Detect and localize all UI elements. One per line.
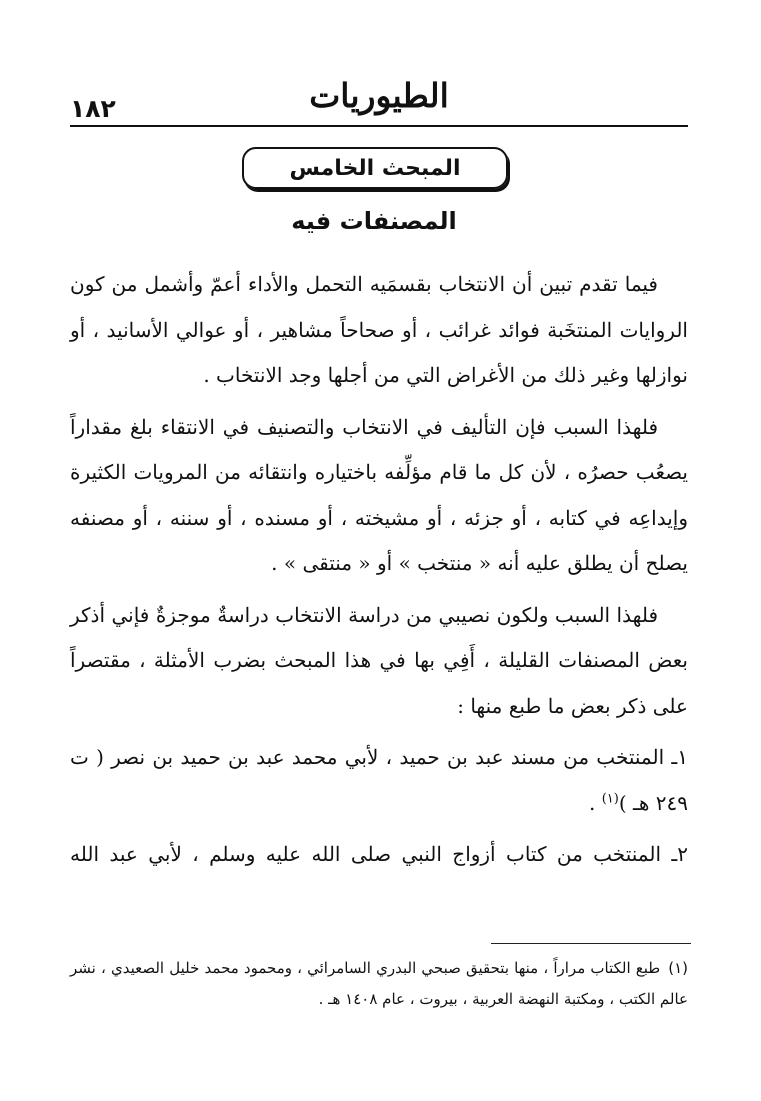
footnote-number: (١) <box>668 959 688 977</box>
body-text <box>70 262 688 884</box>
section-title: المصنفات فيه <box>291 207 457 235</box>
page-number: ١٨٢ <box>70 94 116 123</box>
footnote-rule <box>491 943 691 944</box>
header-rule <box>70 125 688 127</box>
list-item: ٢ـ المنتخب من كتاب أزواج النبي صلى الله عليه وسلم ، لأبي عبد الله <box>70 842 688 866</box>
footnote <box>70 953 688 1015</box>
list-item-tail: . <box>588 790 602 815</box>
footnote-text: طبع الكتاب مراراً ، منها بتحقيق صبحي البدري السامرائي ، ومحمود محمد خليل الصعيدي ، نشر عالم الكتب ، ومكتبة النهضة العربية ، بيروت ، عام ١٤٠٨ هـ . <box>70 959 688 1008</box>
footnote-reference[interactable]: (١) <box>601 790 619 806</box>
list-item <box>70 735 688 826</box>
page-header <box>70 70 688 126</box>
paragraph: فيما تقدم تبين أن الانتخاب بقسمَيه التحمل والأداء أعمّ وأشمل من كون الروايات المنتخَبة فوائد غرائب ، أو صحاحاً مشاهير ، أو عوالي الأسانيد ، أو نوازلها وغير ذلك من الأغراض التي من أجلها وجد الانتخاب . <box>70 272 688 387</box>
paragraph: فلهذا السبب فإن التأليف في الانتخاب والتصنيف في الانتقاء بلغ مقداراً يصعُب حصرُه ، لأن كل ما قام مؤلِّفه باختياره وانتقائه من المرويات الكثيرة وإيداعِه في كتابه ، أو جزئه ، أو مشيخته ، أو مسنده ، أو سننه ، أو مصنفه يصلح أن يطلق عليه أنه « منتخب » أو « منتقى » . <box>70 414 688 575</box>
section-heading-box <box>242 147 508 189</box>
footnotes <box>70 953 688 1015</box>
paragraph: فلهذا السبب ولكون نصيبي من دراسة الانتخاب دراسةٌ موجزةٌ فإني أذكر بعض المصنفات القليلة ، أَفِي بها في هذا المبحث بضرب الأمثلة ، مقتصراً على ذكر بعض ما طبع منها : <box>70 602 688 718</box>
running-title: الطيوريات <box>309 76 449 115</box>
section-heading-label: المبحث الخامس <box>289 155 461 181</box>
list-item-text: ١ـ المنتخب من مسند عبد بن حميد ، لأبي محمد عبد بن حميد بن نصر ( ت ٢٤٩ هـ ) <box>70 745 688 815</box>
